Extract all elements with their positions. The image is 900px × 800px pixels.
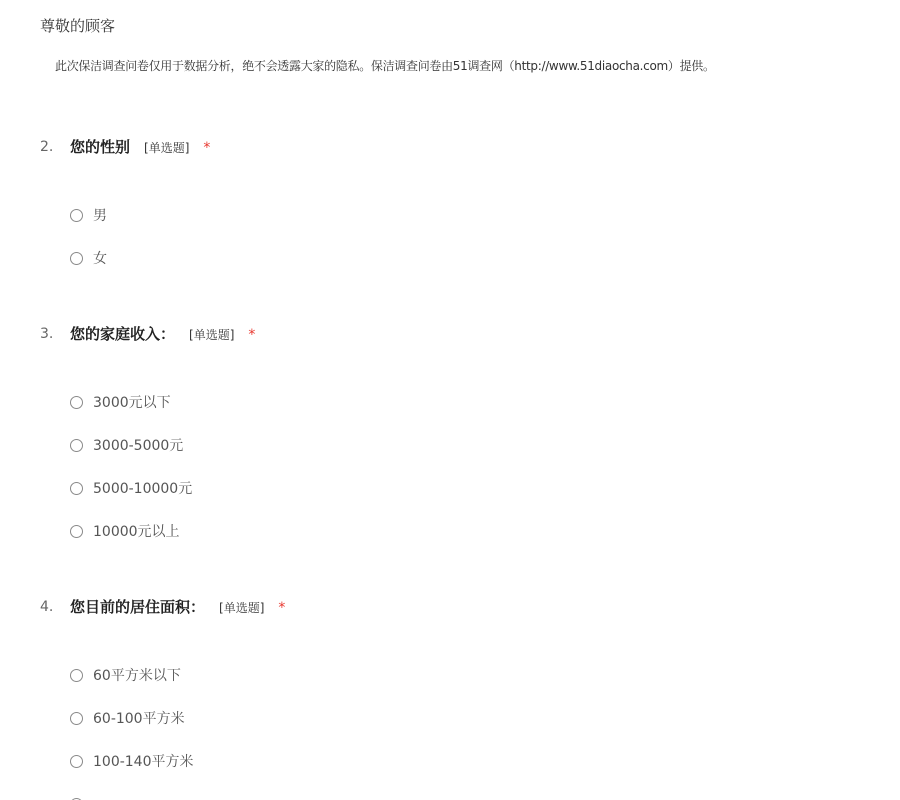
required-marker: * [278,600,286,616]
question-living-area [40,596,840,770]
question-type: [单选题] [219,601,265,615]
option-label: 女 [93,251,107,267]
radio-circle-icon[interactable] [70,396,83,409]
required-marker: * [248,327,256,343]
question-header [40,596,840,620]
question-number: 2. [40,139,54,155]
option-label: 3000-5000元 [93,438,184,454]
option-label: 60平方米以下 [93,668,181,684]
radio-circle-icon[interactable] [70,482,83,495]
option-label: 男 [93,208,107,224]
radio-circle-icon[interactable] [70,439,83,452]
question-header [40,136,840,160]
question-income [40,323,840,540]
option-label: 60-100平方米 [93,711,185,727]
radio-circle-icon[interactable] [70,525,83,538]
question-type: [单选题] [189,328,235,342]
radio-circle-icon[interactable] [70,755,83,768]
question-title: 您的性别 [70,138,131,156]
question-number: 3. [40,326,54,342]
option-label: 3000元以下 [93,395,171,411]
question-gender [40,136,840,267]
question-number: 4. [40,599,54,615]
intro-text: 此次保洁调查问卷仅用于数据分析，绝不会透露大家的隐私。保洁调查问卷由51调查网（http://www.51diaocha.com）提供。 [55,59,715,73]
radio-circle-icon[interactable] [70,712,83,725]
radio-circle-icon[interactable] [70,669,83,682]
option-label: 10000元以上 [93,524,180,540]
required-marker: * [203,140,211,156]
radio-circle-icon[interactable] [70,252,83,265]
option-label: 100-140平方米 [93,754,194,770]
greeting-heading: 尊敬的顾客 [40,17,116,35]
question-type: [单选题] [144,141,190,155]
question-header [40,323,840,347]
question-title: 您目前的居住面积： [70,598,206,616]
question-title: 您的家庭收入： [70,325,176,343]
radio-circle-icon[interactable] [70,209,83,222]
option-label: 5000-10000元 [93,481,193,497]
